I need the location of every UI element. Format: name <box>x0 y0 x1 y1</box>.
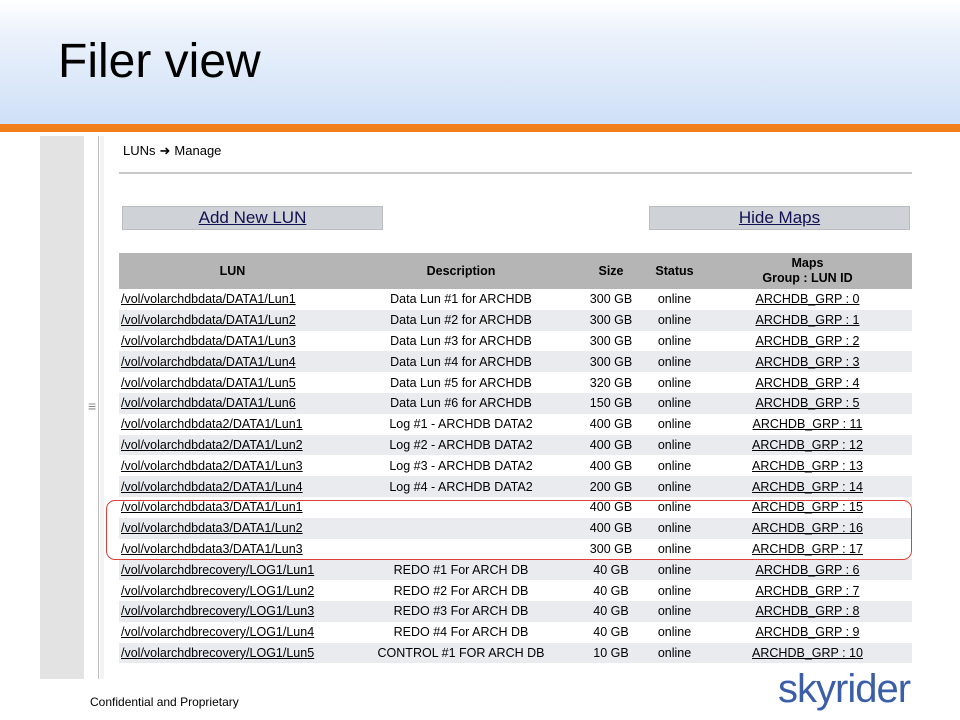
lun-path-link[interactable]: /vol/volarchdbdata3/DATA1/Lun1 <box>121 500 303 515</box>
table-cell <box>646 372 703 393</box>
filer-screenshot <box>40 136 920 679</box>
lun-table <box>119 253 912 663</box>
lun-size: 300 GB <box>589 292 633 307</box>
lun-map-link[interactable]: ARCHDB_GRP : 5 <box>755 396 860 411</box>
table-cell <box>703 455 912 476</box>
table-cell <box>119 643 346 664</box>
lun-size: 300 GB <box>589 333 633 348</box>
lun-map-link[interactable]: ARCHDB_GRP : 4 <box>755 375 860 390</box>
table-cell <box>576 455 646 476</box>
table-cell <box>119 580 346 601</box>
table-cell <box>346 310 576 331</box>
table-cell <box>576 643 646 664</box>
lun-path-link[interactable]: /vol/volarchdbdata/DATA1/Lun6 <box>121 396 296 411</box>
table-cell <box>346 497 576 518</box>
table-cell <box>576 518 646 539</box>
lun-size: 400 GB <box>589 458 633 473</box>
lun-path-link[interactable]: /vol/volarchdbdata2/DATA1/Lun2 <box>121 437 303 452</box>
table-row <box>119 476 912 497</box>
arrow-right-icon: ➜ <box>159 143 171 158</box>
lun-description: Log #2 - ARCHDB DATA2 <box>389 437 533 452</box>
table-cell <box>646 414 703 435</box>
table-row <box>119 331 912 352</box>
table-cell <box>119 601 346 622</box>
breadcrumb-luns: LUNs <box>123 143 156 158</box>
table-row <box>119 643 912 664</box>
lun-map-link[interactable]: ARCHDB_GRP : 1 <box>755 313 860 328</box>
accent-bar <box>0 124 960 132</box>
lun-map-link[interactable]: ARCHDB_GRP : 15 <box>752 500 863 515</box>
lun-status: online <box>657 375 692 390</box>
lun-path-link[interactable]: /vol/volarchdbdata3/DATA1/Lun2 <box>121 521 303 536</box>
lun-path-link[interactable]: /vol/volarchdbdata2/DATA1/Lun4 <box>121 479 303 494</box>
table-row <box>119 435 912 456</box>
table-cell <box>646 435 703 456</box>
column-header-size: Size <box>576 253 646 289</box>
frame-divider <box>98 136 99 679</box>
table-cell <box>646 331 703 352</box>
skyrider-logo <box>776 662 940 712</box>
table-row <box>119 580 912 601</box>
table-cell <box>703 435 912 456</box>
table-cell <box>119 351 346 372</box>
table-cell <box>576 497 646 518</box>
table-cell <box>646 455 703 476</box>
lun-path-link[interactable]: /vol/volarchdbdata/DATA1/Lun5 <box>121 375 296 390</box>
breadcrumb <box>123 143 221 159</box>
table-cell <box>576 310 646 331</box>
lun-status: online <box>657 604 692 619</box>
lun-map-link[interactable]: ARCHDB_GRP : 13 <box>752 458 863 473</box>
table-cell <box>703 393 912 414</box>
lun-size: 320 GB <box>589 375 633 390</box>
lun-status: online <box>657 479 692 494</box>
column-header-description: Description <box>346 253 576 289</box>
lun-path-link[interactable]: /vol/volarchdbrecovery/LOG1/Lun1 <box>121 562 315 577</box>
table-cell <box>576 414 646 435</box>
lun-status: online <box>657 541 692 556</box>
footer-text: Confidential and Proprietary <box>90 695 239 709</box>
lun-status: online <box>657 645 692 660</box>
lun-map-link[interactable]: ARCHDB_GRP : 14 <box>752 479 863 494</box>
table-cell <box>346 476 576 497</box>
lun-status: online <box>657 500 692 515</box>
lun-map-link[interactable]: ARCHDB_GRP : 16 <box>752 521 863 536</box>
lun-map-link[interactable]: ARCHDB_GRP : 10 <box>752 645 863 660</box>
lun-map-link[interactable]: ARCHDB_GRP : 2 <box>755 333 860 348</box>
lun-path-link[interactable]: /vol/volarchdbdata/DATA1/Lun1 <box>121 292 296 307</box>
lun-map-link[interactable]: ARCHDB_GRP : 8 <box>755 604 860 619</box>
table-cell <box>646 518 703 539</box>
lun-path-link[interactable]: /vol/volarchdbrecovery/LOG1/Lun3 <box>121 604 315 619</box>
table-cell <box>646 622 703 643</box>
lun-map-link[interactable]: ARCHDB_GRP : 9 <box>755 625 860 640</box>
table-cell <box>346 331 576 352</box>
table-cell <box>346 643 576 664</box>
lun-path-link[interactable]: /vol/volarchdbdata/DATA1/Lun3 <box>121 333 296 348</box>
slide-title: Filer view <box>58 35 261 88</box>
lun-status: online <box>657 354 692 369</box>
table-row <box>119 414 912 435</box>
lun-size: 200 GB <box>589 479 633 494</box>
table-cell <box>703 622 912 643</box>
breadcrumb-divider <box>119 172 912 174</box>
table-cell <box>703 497 912 518</box>
table-cell <box>703 580 912 601</box>
lun-path-link[interactable]: /vol/volarchdbdata2/DATA1/Lun1 <box>121 417 303 432</box>
lun-size: 400 GB <box>589 417 633 432</box>
table-cell <box>346 518 576 539</box>
resize-grip-icon[interactable]: ≡ <box>88 398 97 414</box>
lun-map-link[interactable]: ARCHDB_GRP : 6 <box>755 562 860 577</box>
table-cell <box>703 414 912 435</box>
lun-description: REDO #2 For ARCH DB <box>393 583 529 598</box>
table-row <box>119 289 912 310</box>
maps-header-line2: Group : LUN ID <box>762 271 853 285</box>
lun-status: online <box>657 417 692 432</box>
table-cell <box>646 539 703 560</box>
table-cell <box>119 539 346 560</box>
table-cell <box>646 289 703 310</box>
table-cell <box>646 497 703 518</box>
table-cell <box>119 435 346 456</box>
lun-description: Data Lun #2 for ARCHDB <box>390 313 532 328</box>
table-cell <box>576 622 646 643</box>
lun-size: 40 GB <box>593 625 629 640</box>
table-cell <box>346 455 576 476</box>
lun-description: Log #4 - ARCHDB DATA2 <box>389 479 533 494</box>
table-header-row <box>119 253 912 289</box>
table-cell <box>346 351 576 372</box>
table-cell <box>576 393 646 414</box>
table-cell <box>703 518 912 539</box>
lun-size: 40 GB <box>593 562 629 577</box>
lun-size: 300 GB <box>589 313 633 328</box>
table-cell <box>703 331 912 352</box>
table-cell <box>646 601 703 622</box>
table-cell <box>346 372 576 393</box>
lun-description: Data Lun #5 for ARCHDB <box>390 375 532 390</box>
table-cell <box>346 622 576 643</box>
lun-size: 400 GB <box>589 521 633 536</box>
table-cell <box>346 289 576 310</box>
lun-status: online <box>657 458 692 473</box>
lun-description: REDO #3 For ARCH DB <box>393 604 529 619</box>
table-cell <box>576 372 646 393</box>
table-cell <box>119 559 346 580</box>
lun-path-link[interactable]: /vol/volarchdbdata3/DATA1/Lun3 <box>121 541 303 556</box>
lun-size: 400 GB <box>589 437 633 452</box>
table-cell <box>576 476 646 497</box>
table-cell <box>576 559 646 580</box>
lun-status: online <box>657 562 692 577</box>
table-row <box>119 539 912 560</box>
table-cell <box>346 539 576 560</box>
maps-header-line1: Maps <box>791 256 824 270</box>
table-cell <box>576 331 646 352</box>
lun-path-link[interactable]: /vol/volarchdbrecovery/LOG1/Lun5 <box>121 645 315 660</box>
table-row <box>119 559 912 580</box>
table-cell <box>119 414 346 435</box>
hide-maps-button[interactable]: Hide Maps <box>649 206 910 230</box>
lun-description: Data Lun #6 for ARCHDB <box>390 396 532 411</box>
table-cell <box>646 559 703 580</box>
table-row <box>119 601 912 622</box>
table-row <box>119 622 912 643</box>
lun-map-link[interactable]: ARCHDB_GRP : 0 <box>755 292 860 307</box>
table-cell <box>119 497 346 518</box>
lun-description: Data Lun #4 for ARCHDB <box>390 354 532 369</box>
lun-status: online <box>657 292 692 307</box>
lun-size: 10 GB <box>593 645 629 660</box>
table-cell <box>703 559 912 580</box>
lun-size: 40 GB <box>593 604 629 619</box>
table-cell <box>703 476 912 497</box>
table-cell <box>576 539 646 560</box>
table-cell <box>646 643 703 664</box>
frame-border <box>100 136 104 679</box>
lun-description: Log #1 - ARCHDB DATA2 <box>389 417 533 432</box>
table-cell <box>119 310 346 331</box>
lun-size: 400 GB <box>589 500 633 515</box>
add-new-lun-button[interactable]: Add New LUN <box>122 206 383 230</box>
lun-description: Data Lun #3 for ARCHDB <box>390 333 532 348</box>
lun-map-link[interactable]: ARCHDB_GRP : 17 <box>752 541 863 556</box>
lun-size: 300 GB <box>589 541 633 556</box>
table-cell <box>646 476 703 497</box>
table-cell <box>119 476 346 497</box>
table-cell <box>346 435 576 456</box>
table-row <box>119 455 912 476</box>
table-cell <box>119 393 346 414</box>
lun-path-link[interactable]: /vol/volarchdbrecovery/LOG1/Lun4 <box>121 625 315 640</box>
column-header-status: Status <box>646 253 703 289</box>
lun-map-link[interactable]: ARCHDB_GRP : 3 <box>755 354 860 369</box>
lun-map-link[interactable]: ARCHDB_GRP : 12 <box>752 437 863 452</box>
table-row <box>119 310 912 331</box>
lun-status: online <box>657 437 692 452</box>
slide-header <box>0 0 960 124</box>
table-cell <box>576 289 646 310</box>
lun-status: online <box>657 521 692 536</box>
table-cell <box>346 393 576 414</box>
table-cell <box>703 351 912 372</box>
table-cell <box>646 351 703 372</box>
logo-text: skyrider <box>778 667 911 711</box>
table-cell <box>576 435 646 456</box>
lun-size: 300 GB <box>589 354 633 369</box>
table-cell <box>703 310 912 331</box>
table-cell <box>119 622 346 643</box>
lun-size: 40 GB <box>593 583 629 598</box>
lun-description: CONTROL #1 FOR ARCH DB <box>377 645 545 660</box>
table-cell <box>576 601 646 622</box>
lun-status: online <box>657 313 692 328</box>
column-header-lun: LUN <box>119 253 346 289</box>
table-cell <box>119 289 346 310</box>
table-cell <box>703 601 912 622</box>
lun-map-link[interactable]: ARCHDB_GRP : 7 <box>755 583 860 598</box>
lun-path-link[interactable]: /vol/volarchdbdata2/DATA1/Lun3 <box>121 458 303 473</box>
column-header-maps <box>703 253 912 289</box>
table-row <box>119 372 912 393</box>
lun-status: online <box>657 583 692 598</box>
lun-status: online <box>657 625 692 640</box>
table-cell <box>119 518 346 539</box>
lun-status: online <box>657 396 692 411</box>
lun-description: Data Lun #1 for ARCHDB <box>390 292 532 307</box>
table-cell <box>119 372 346 393</box>
lun-path-link[interactable]: /vol/volarchdbdata/DATA1/Lun4 <box>121 354 296 369</box>
table-cell <box>703 539 912 560</box>
table-cell <box>119 455 346 476</box>
table-row <box>119 497 912 518</box>
table-row <box>119 518 912 539</box>
table-cell <box>346 414 576 435</box>
lun-description: Log #3 - ARCHDB DATA2 <box>389 458 533 473</box>
table-cell <box>576 351 646 372</box>
lun-status: online <box>657 333 692 348</box>
table-cell <box>646 310 703 331</box>
table-cell <box>346 580 576 601</box>
table-cell <box>576 580 646 601</box>
lun-path-link[interactable]: /vol/volarchdbrecovery/LOG1/Lun2 <box>121 583 315 598</box>
table-cell <box>646 580 703 601</box>
lun-size: 150 GB <box>589 396 633 411</box>
table-cell <box>346 559 576 580</box>
left-nav-strip <box>40 136 84 679</box>
table-cell <box>119 331 346 352</box>
lun-path-link[interactable]: /vol/volarchdbdata/DATA1/Lun2 <box>121 313 296 328</box>
lun-description: REDO #1 For ARCH DB <box>393 562 529 577</box>
lun-description: REDO #4 For ARCH DB <box>393 625 529 640</box>
table-cell <box>703 289 912 310</box>
table-cell <box>703 372 912 393</box>
table-cell <box>346 601 576 622</box>
lun-map-link[interactable]: ARCHDB_GRP : 11 <box>752 417 863 432</box>
table-cell <box>646 393 703 414</box>
breadcrumb-manage: Manage <box>174 143 222 158</box>
table-row <box>119 393 912 414</box>
table-cell <box>703 643 912 664</box>
table-row <box>119 351 912 372</box>
